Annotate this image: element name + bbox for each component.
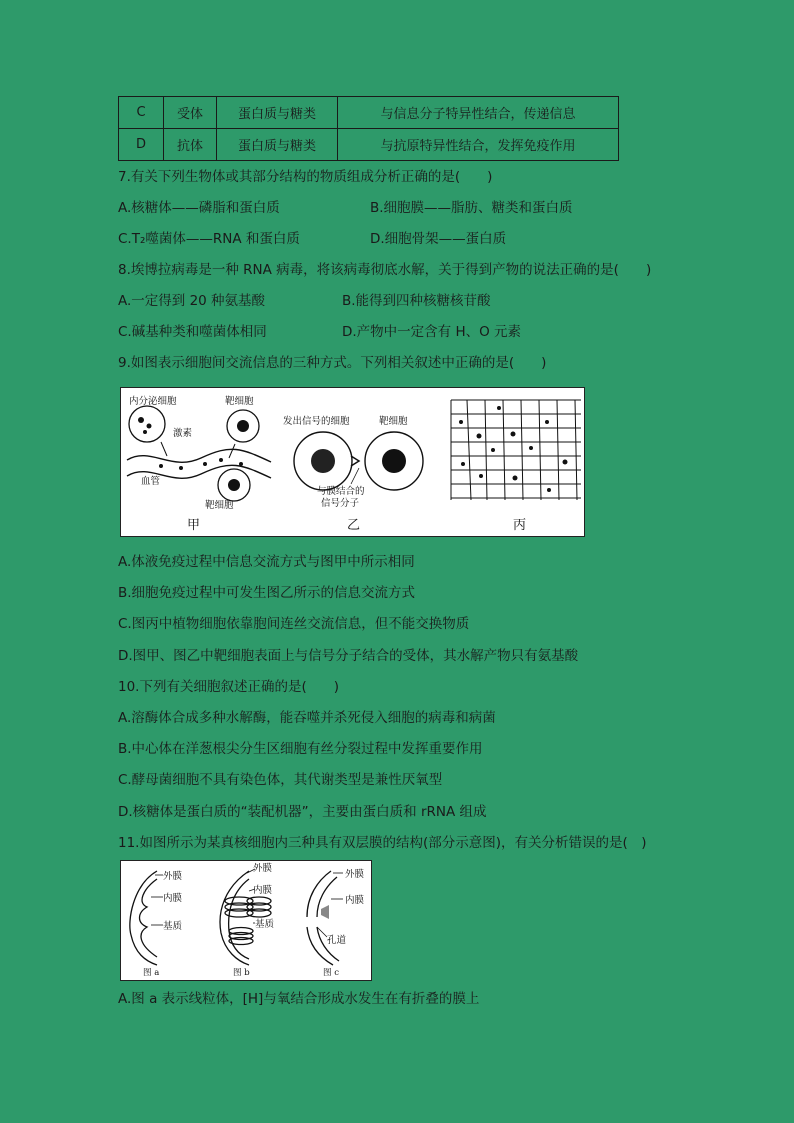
question-10-option-a: A.溶酶体合成多种水解酶，能吞噬并杀死侵入细胞的病毒和病菌 (118, 710, 496, 726)
question-8-option-b: B.能得到四种核糖核苷酸 (342, 293, 491, 309)
label-c-inner: 内膜 (345, 895, 365, 906)
label-c-pore: 孔道 (327, 935, 347, 946)
question-10-stem: 10.下列有关细胞叙述正确的是( ) (118, 679, 340, 695)
question-9-option-d: D.图甲、图乙中靶细胞表面上与信号分子结合的受体，其水解产物只有氨基酸 (118, 648, 579, 664)
question-9-option-b: B.细胞免疫过程中可发生图乙所示的信息交流方式 (118, 585, 416, 601)
question-10-option-b: B.中心体在洋葱根尖分生区细胞有丝分裂过程中发挥重要作用 (118, 741, 483, 757)
question-11-stem: 11.如图所示为某真核细胞内三种具有双层膜的结构(部分示意图)，有关分析错误的是( ) (118, 835, 647, 851)
question-7-option-d: D.细胞骨架——蛋白质 (370, 231, 507, 247)
label-bing: 丙 (513, 518, 527, 533)
table-row (119, 97, 619, 129)
caption-figure-a: 图 a (143, 968, 160, 978)
label-c-outer: 外膜 (345, 869, 365, 880)
panel-bing (451, 400, 581, 533)
question-7-stem: 7.有关下列生物体或其部分结构的物质组成分析正确的是( ) (118, 169, 493, 185)
question-7-option-b: B.细胞膜——脂肪、糖类和蛋白质 (370, 200, 573, 216)
label-target-bottom: 靶细胞 (205, 500, 234, 511)
label-b-inner: 内膜 (253, 885, 273, 896)
cell-communication-figure (120, 387, 585, 537)
table-cell: 抗体 (164, 129, 217, 161)
label-a-matrix: 基质 (163, 921, 183, 932)
label-a-outer: 外膜 (163, 871, 183, 882)
label-yi: 乙 (347, 518, 361, 533)
caption-figure-c: 图 c (323, 968, 339, 978)
question-9-option-c: C.图丙中植物细胞依靠胞间连丝交流信息，但不能交换物质 (118, 616, 470, 632)
table-cell: 与信息分子特异性结合，传递信息 (338, 97, 619, 129)
table-cell: 受体 (164, 97, 217, 129)
label-a-inner: 内膜 (163, 893, 183, 904)
blood-vessel (127, 449, 271, 462)
label-target-top: 靶细胞 (225, 396, 254, 407)
label-vessel: 血管 (141, 476, 161, 487)
label-molecule-1: 与膜结合的 (317, 486, 365, 497)
secretory-cell (129, 406, 165, 442)
answer-table (118, 96, 619, 161)
label-b-matrix: 基质 (255, 919, 275, 930)
table-row (119, 129, 619, 161)
question-8-stem: 8.埃博拉病毒是一种 RNA 病毒，将该病毒彻底水解，关于得到产物的说法正确的是( ) (118, 262, 652, 278)
table-cell: C (119, 97, 164, 129)
label-secretory-cell: 内分泌细胞 (129, 396, 177, 407)
label-jia: 甲 (187, 518, 201, 533)
question-8-option-d: D.产物中一定含有 H、O 元素 (342, 324, 522, 340)
question-10-option-c: C.酵母菌细胞不具有染色体，其代谢类型是兼性厌氧型 (118, 772, 443, 788)
label-signal-cell: 发出信号的细胞 (283, 416, 350, 427)
panel-jia (127, 395, 271, 533)
figure-c-nucleus (307, 868, 365, 978)
panel-yi (283, 415, 423, 533)
double-membrane-figure (120, 860, 372, 981)
label-b-outer: 外膜 (253, 863, 273, 874)
label-hormone: 激素 (173, 428, 193, 439)
label-molecule-2: 信号分子 (321, 498, 360, 509)
figure-b-chloroplast (220, 862, 274, 978)
table-cell: 与抗原特异性结合，发挥免疫作用 (338, 129, 619, 161)
question-9-stem: 9.如图表示细胞间交流信息的三种方式。下列相关叙述中正确的是( ) (118, 355, 547, 371)
question-9-option-a: A.体液免疫过程中信息交流方式与图甲中所示相同 (118, 554, 415, 570)
question-11-option-a: A.图 a 表示线粒体，[H]与氧结合形成水发生在有折叠的膜上 (118, 991, 480, 1007)
label-yi-target: 靶细胞 (379, 416, 408, 427)
question-10-option-d: D.核糖体是蛋白质的“装配机器”，主要由蛋白质和 rRNA 组成 (118, 804, 487, 820)
question-8-option-c: C.碱基种类和噬菌体相同 (118, 324, 267, 340)
table-cell: D (119, 129, 164, 161)
caption-figure-b: 图 b (233, 968, 250, 978)
question-8-option-a: A.一定得到 20 种氨基酸 (118, 293, 266, 309)
table-cell: 蛋白质与糖类 (217, 129, 338, 161)
question-7-option-c: C.T₂噬菌体——RNA 和蛋白质 (118, 231, 300, 247)
figure-a-mitochondrion (130, 870, 183, 978)
question-7-option-a: A.核糖体——磷脂和蛋白质 (118, 200, 280, 216)
table-cell: 蛋白质与糖类 (217, 97, 338, 129)
